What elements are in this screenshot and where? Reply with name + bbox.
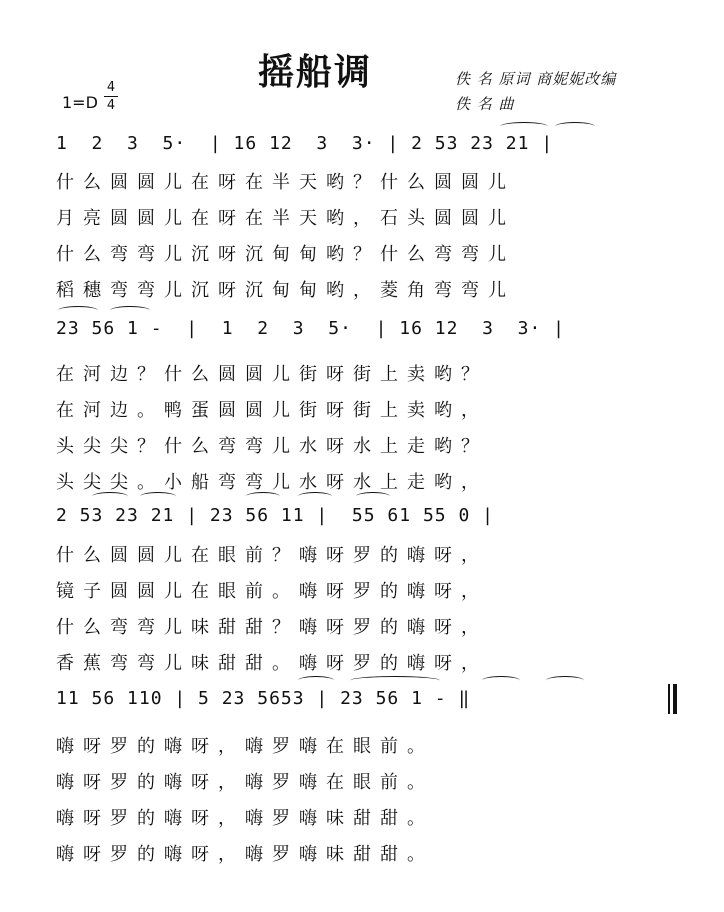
slur [482, 676, 520, 685]
lyrics-credit: 佚 名 原词 商妮妮改编 [455, 70, 617, 88]
lyric-line: 什么弯弯儿味甜甜？嗨呀罗的嗨呀， [56, 617, 488, 638]
slur [110, 306, 150, 315]
lyric-line: 月亮圆圆儿在呀在半天哟，石头圆圆儿 [56, 208, 515, 229]
slur [298, 676, 334, 685]
music-credit: 佚 名 曲 [455, 95, 515, 113]
lyric-line: 头尖尖？什么弯弯儿水呀水上走哟？ [56, 436, 488, 457]
lyric-line: 头尖尖。小船弯弯儿水呀水上走哟， [56, 472, 488, 493]
lyric-line: 香蕉弯弯儿味甜甜。嗨呀罗的嗨呀， [56, 653, 488, 674]
slur [350, 676, 440, 685]
time-signature-bottom: 4 [106, 98, 116, 113]
lyric-line: 稻穗弯弯儿沉呀沉甸甸哟，菱角弯弯儿 [56, 280, 515, 301]
lyric-line: 什么圆圆儿在眼前？嗨呀罗的嗨呀， [56, 545, 488, 566]
notes-line: 11 56 110 | 5 23 5653 | 23 56 1 - ‖ [56, 688, 471, 709]
notes-line: 1 2 3 5· | 16 12 3 3· | 2 53 23 21 | [56, 133, 554, 154]
lyric-line: 在河边？什么圆圆儿街呀街上卖哟？ [56, 364, 488, 385]
song-title: 摇船调 [258, 52, 373, 93]
slur [356, 492, 390, 501]
final-barline-thick [673, 684, 677, 714]
lyric-line: 什么圆圆儿在呀在半天哟？什么圆圆儿 [56, 172, 515, 193]
slur [500, 122, 548, 131]
slur [555, 122, 595, 131]
slur [92, 492, 128, 501]
final-barline [668, 684, 670, 714]
slur [140, 492, 176, 501]
slur [246, 492, 280, 501]
slur [298, 492, 332, 501]
lyric-line: 什么弯弯儿沉呀沉甸甸哟？什么弯弯儿 [56, 244, 515, 265]
lyric-line: 嗨呀罗的嗨呀，嗨罗嗨味甜甜。 [56, 808, 434, 829]
slur [546, 676, 584, 685]
time-signature [104, 80, 118, 113]
lyric-line: 嗨呀罗的嗨呀，嗨罗嗨味甜甜。 [56, 844, 434, 865]
notes-line: 23 56 1 - | 1 2 3 5· | 16 12 3 3· | [56, 318, 565, 339]
lyric-line: 嗨呀罗的嗨呀，嗨罗嗨在眼前。 [56, 772, 434, 793]
lyric-line: 嗨呀罗的嗨呀，嗨罗嗨在眼前。 [56, 736, 434, 757]
lyric-line: 在河边。鸭蛋圆圆儿街呀街上卖哟， [56, 400, 488, 421]
notes-line: 2 53 23 21 | 23 56 11 | 55 61 55 0 | [56, 505, 494, 526]
key-signature: 1=D [62, 93, 98, 112]
slur [58, 306, 98, 315]
lyric-line: 镜子圆圆儿在眼前。嗨呀罗的嗨呀， [56, 581, 488, 602]
time-signature-top: 4 [106, 80, 116, 95]
